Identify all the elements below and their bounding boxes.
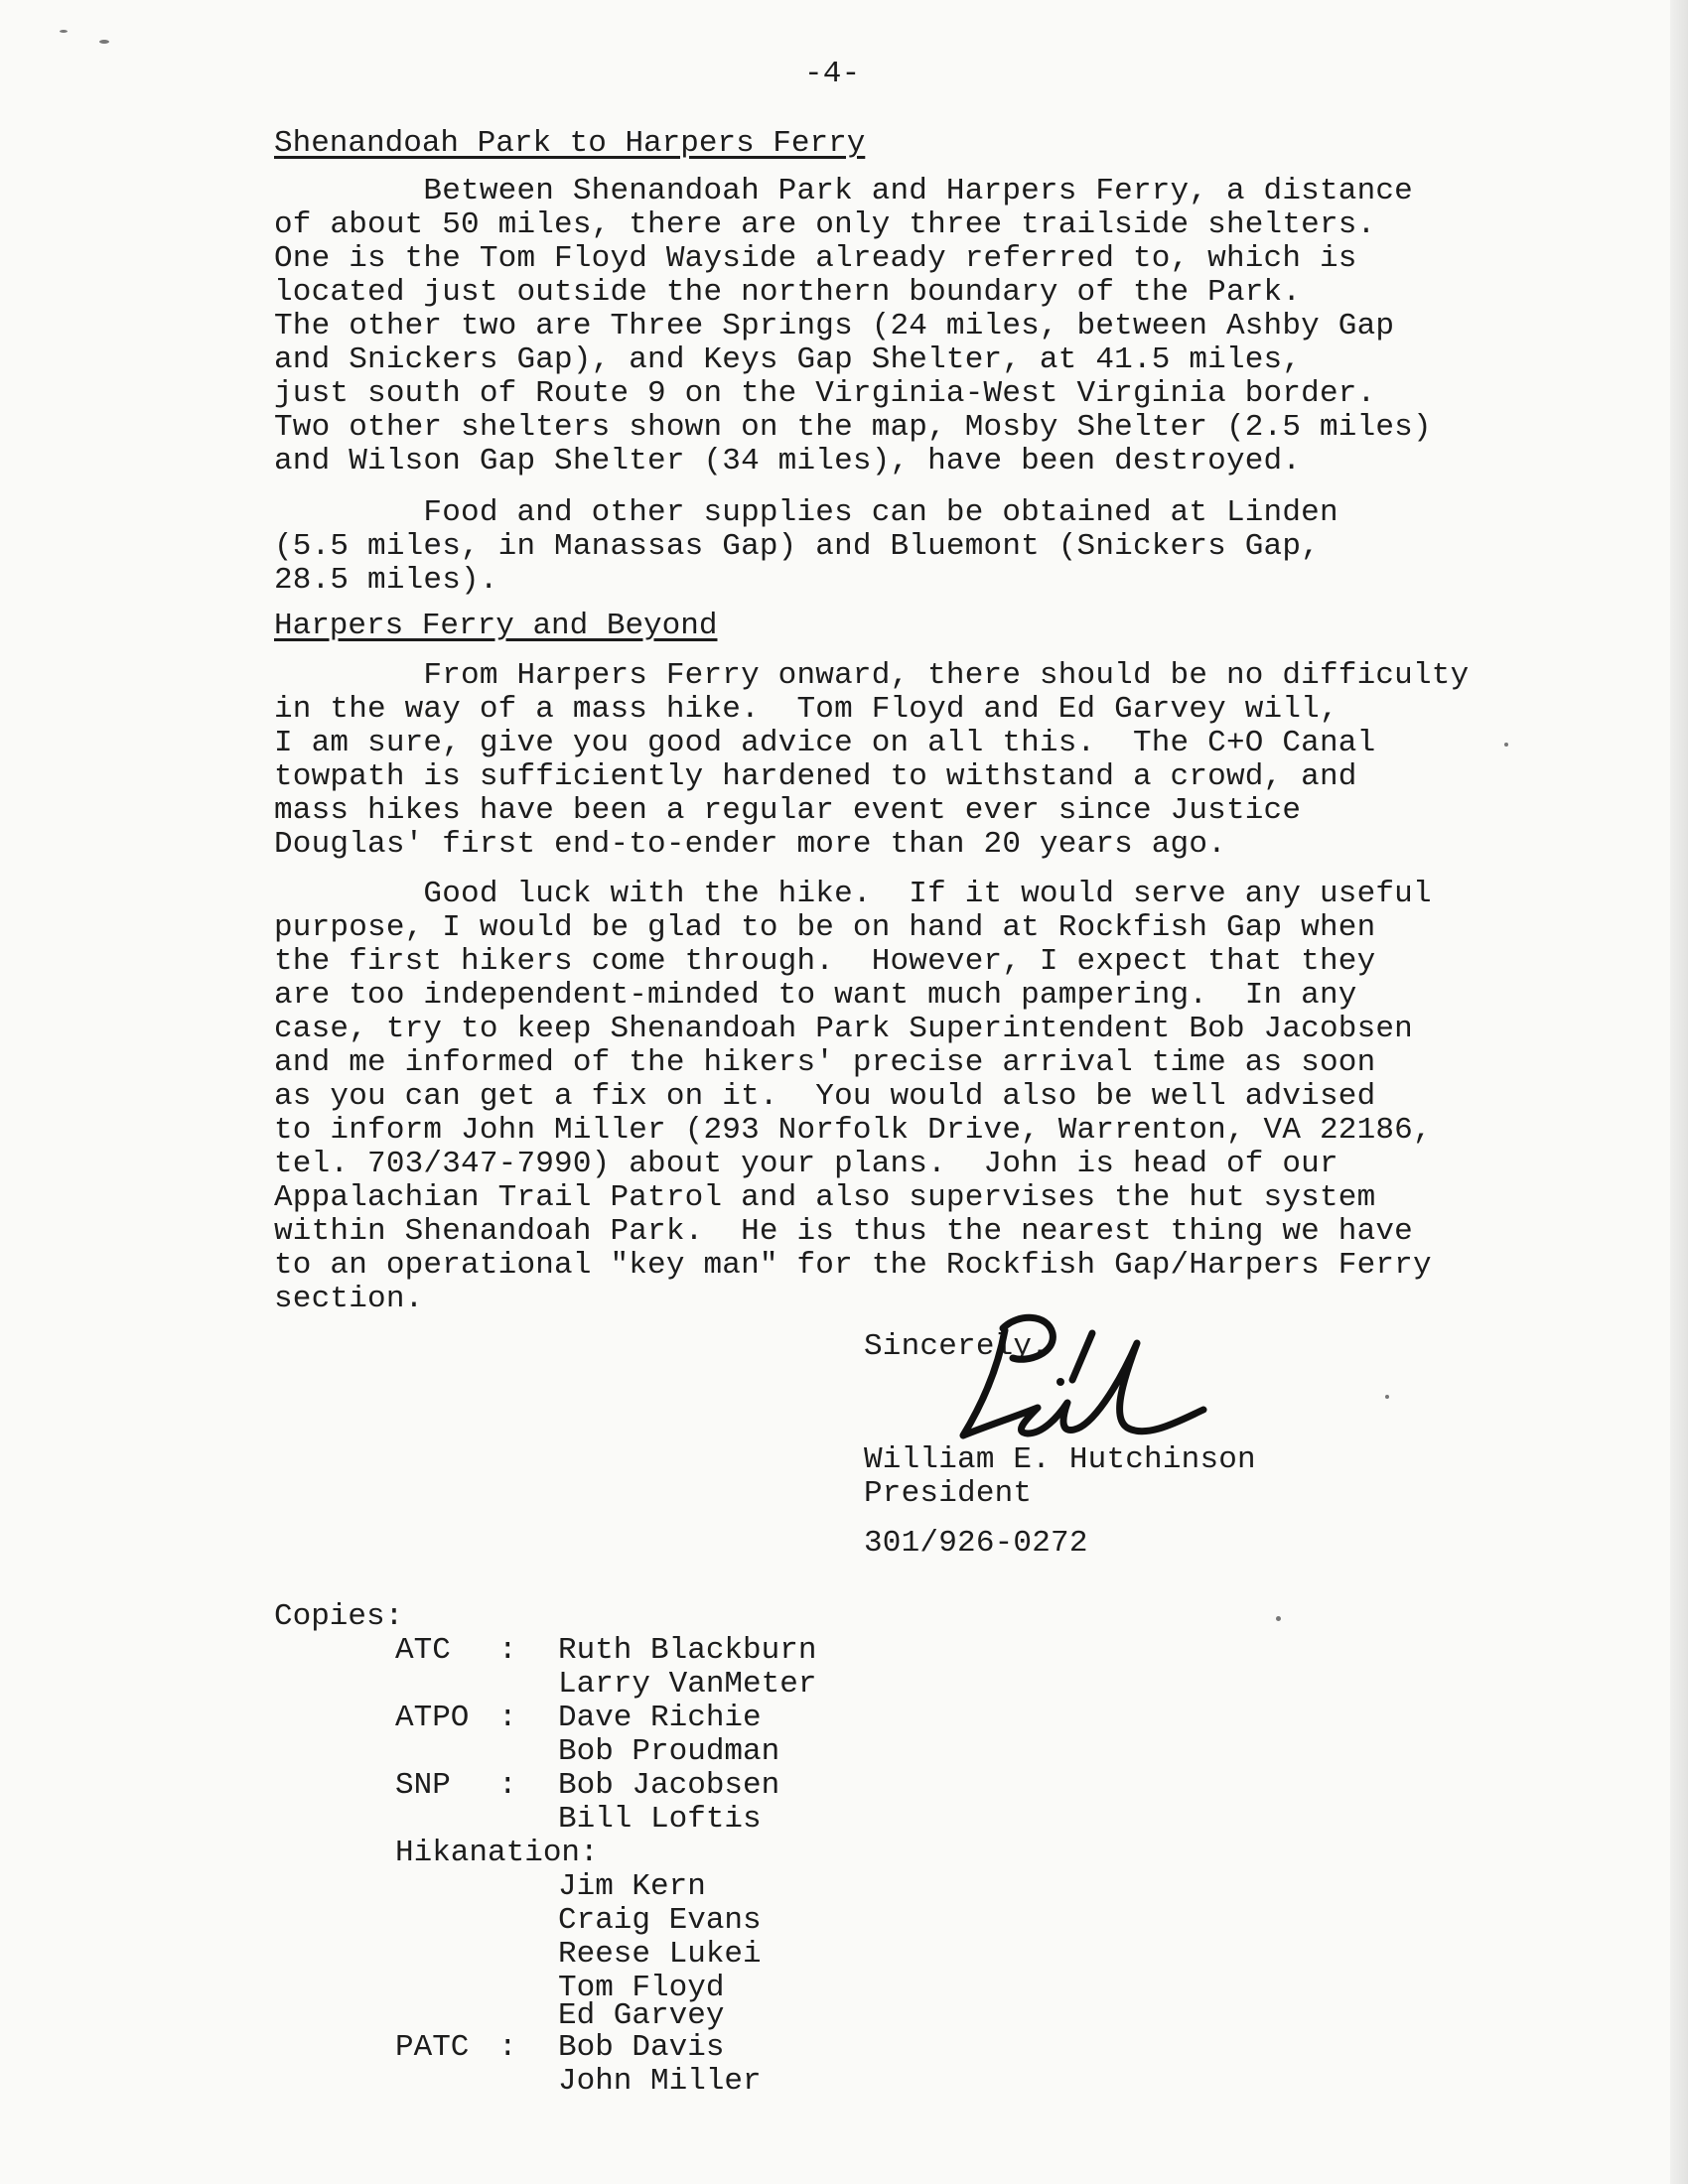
handwritten-signature — [943, 1308, 1221, 1447]
text-line: to an operational "key man" for the Rockfish Gap/Harpers Ferry — [274, 1248, 1432, 1283]
text-line: just south of Route 9 on the Virginia-West Virginia border. — [274, 376, 1376, 411]
text-line: mass hikes have been a regular event ever since Justice — [274, 793, 1302, 828]
copy-org: ATPO — [395, 1701, 470, 1735]
text-line: From Harpers Ferry onward, there should be no difficulty — [274, 658, 1470, 693]
text-line: as you can get a fix on it. You would also be well advised — [274, 1079, 1376, 1114]
scan-speck — [1276, 1616, 1281, 1621]
text-line: The other two are Three Springs (24 miles, between Ashby Gap — [274, 309, 1395, 343]
text-line: the first hikers come through. However, I expect that they — [274, 944, 1376, 979]
text-line: (5.5 miles, in Manassas Gap) and Bluemont (Snickers Gap, — [274, 529, 1320, 564]
signer-title: President — [864, 1476, 1033, 1511]
text-line: case, try to keep Shenandoah Park Superintendent Bob Jacobsen — [274, 1012, 1413, 1046]
section-heading: Shenandoah Park to Harpers Ferry — [274, 126, 866, 161]
text-line: Between Shenandoah Park and Harpers Ferry, a distance — [274, 174, 1413, 208]
signer-phone: 301/926-0272 — [864, 1526, 1088, 1561]
text-line: in the way of a mass hike. Tom Floyd and Ed Garvey will, — [274, 692, 1338, 727]
scan-speck — [1504, 743, 1508, 747]
text-line: tel. 703/347-7990) about your plans. John is head of our — [274, 1147, 1338, 1181]
text-line: One is the Tom Floyd Wayside already referred to, which is — [274, 241, 1357, 276]
copy-name: Bob Davis — [558, 2030, 725, 2065]
paragraph — [274, 175, 1432, 478]
text-line: Douglas' first end-to-ender more than 20 years ago. — [274, 827, 1226, 862]
text-line: located just outside the northern boundary of the Park. — [274, 275, 1302, 310]
copy-sep: : — [498, 1701, 517, 1735]
page-edge-shadow — [1670, 0, 1688, 2184]
copy-name: John Miller — [558, 2064, 762, 2099]
copy-name: Ruth Blackburn — [558, 1633, 817, 1668]
text-line: are too independent-minded to want much pampering. In any — [274, 978, 1357, 1013]
copy-name: Craig Evans — [558, 1903, 762, 1938]
copy-name: Larry VanMeter — [558, 1667, 817, 1702]
scan-speck — [60, 30, 68, 33]
page-number: -4- — [804, 57, 861, 91]
text-line: to inform John Miller (293 Norfolk Drive, Warrenton, VA 22186, — [274, 1113, 1432, 1148]
copy-name: Bob Proudman — [558, 1734, 780, 1769]
copy-sep: : — [498, 1633, 517, 1668]
copy-name: Bill Loftis — [558, 1802, 762, 1837]
text-line: of about 50 miles, there are only three trailside shelters. — [274, 207, 1376, 242]
section-heading: Harpers Ferry and Beyond — [274, 609, 718, 643]
paragraph — [274, 496, 1338, 598]
signer-block — [864, 1443, 1256, 1561]
text-line: Food and other supplies can be obtained at Linden — [274, 495, 1338, 530]
copy-sep: : — [498, 2030, 517, 2065]
copy-org: Hikanation: — [395, 1836, 599, 1870]
text-line: Appalachian Trail Patrol and also supervises the hut system — [274, 1180, 1376, 1215]
text-line: purpose, I would be glad to be on hand at Rockfish Gap when — [274, 910, 1376, 945]
copy-name: Dave Richie — [558, 1701, 762, 1735]
text-line: and Snickers Gap), and Keys Gap Shelter, at 41.5 miles, — [274, 342, 1302, 377]
copies-label: Copies: — [274, 1599, 404, 1634]
signer-name: William E. Hutchinson — [864, 1442, 1256, 1477]
scan-speck — [99, 40, 109, 44]
copy-name: Jim Kern — [558, 1869, 706, 1904]
copy-sep: : — [498, 1768, 517, 1803]
copy-name: Bob Jacobsen — [558, 1768, 780, 1803]
text-line: I am sure, give you good advice on all this. The C+O Canal — [274, 726, 1376, 760]
salutation-text: Sincerely, — [864, 1329, 1052, 1364]
text-line: 28.5 miles). — [274, 563, 498, 598]
copy-name: Tom Floyd — [558, 1971, 725, 2005]
text-line: Good luck with the hike. If it would serve any useful — [274, 877, 1432, 911]
text-line: section. — [274, 1282, 424, 1316]
text-line: and me informed of the hikers' precise arrival time as soon — [274, 1045, 1376, 1080]
text-line: within Shenandoah Park. He is thus the nearest thing we have — [274, 1214, 1413, 1249]
copy-org: ATC — [395, 1633, 451, 1668]
copy-name: Reese Lukei — [558, 1937, 762, 1972]
paragraph — [274, 659, 1469, 862]
text-line: towpath is sufficiently hardened to withstand a crowd, and — [274, 759, 1357, 794]
scan-speck — [1385, 1395, 1389, 1399]
text-line: and Wilson Gap Shelter (34 miles), have been destroyed. — [274, 444, 1302, 478]
copy-org: PATC — [395, 2030, 470, 2065]
paragraph — [274, 878, 1432, 1316]
copy-name: Ed Garvey — [558, 1998, 725, 2033]
copy-org: SNP — [395, 1768, 451, 1803]
text-line: Two other shelters shown on the map, Mosby Shelter (2.5 miles) — [274, 410, 1432, 445]
